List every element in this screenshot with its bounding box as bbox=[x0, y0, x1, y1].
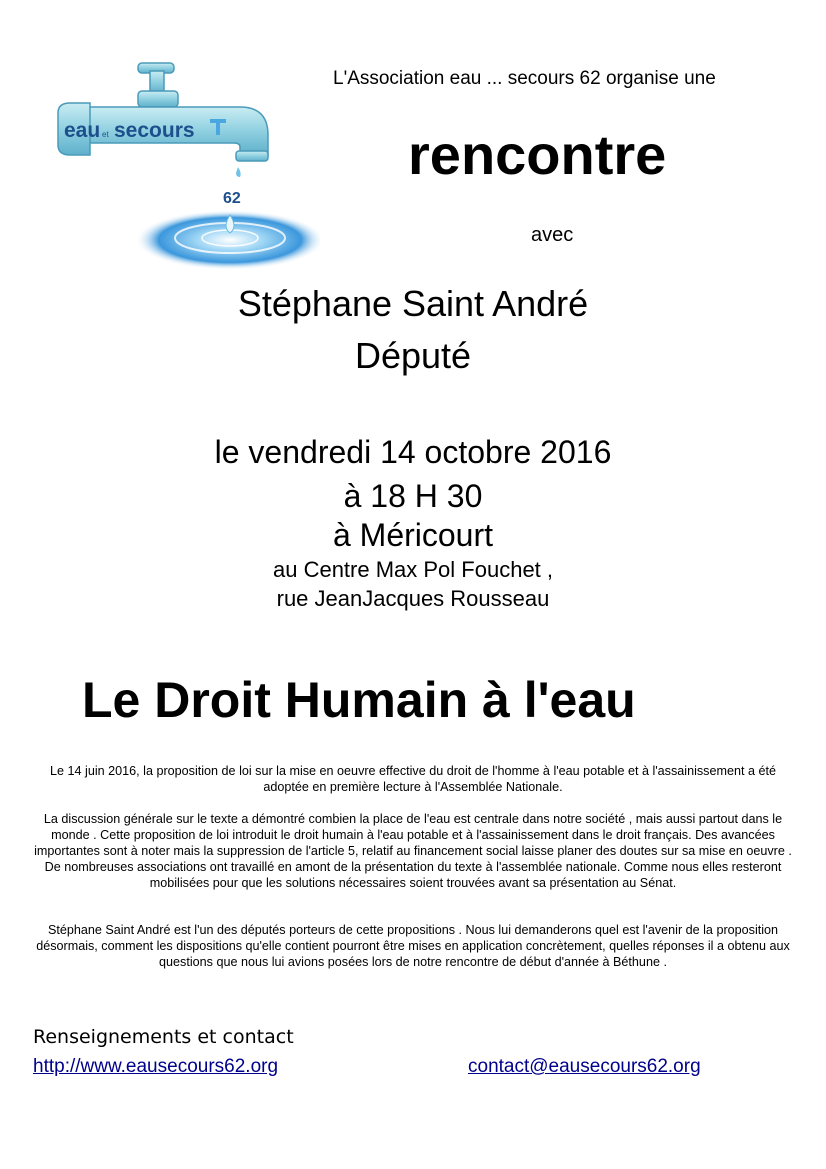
association-logo bbox=[50, 55, 320, 275]
email-link[interactable]: contact@eausecours62.org bbox=[468, 1056, 701, 1077]
intro-text: L'Association eau ... secours 62 organise une bbox=[333, 68, 716, 89]
speaker-name: Stéphane Saint André bbox=[237, 283, 589, 324]
speaker-role: Député bbox=[354, 335, 472, 376]
paragraph-speaker: Stéphane Saint André est l'un des députés porteurs de cette propositions . Nous lui demanderons quel est l'avenir de la proposition désormais, comment les dispositions qu'elle contient pourront être mises en application concrètement, quelles réponses il a obtenu aux questions que nous lui avions posées lors de notre rencontre de début d'année à Béthune . bbox=[36, 923, 790, 969]
logo-brand-small: et bbox=[102, 130, 109, 139]
event-type-title: rencontre bbox=[408, 123, 667, 186]
logo-number: 62 bbox=[223, 190, 241, 207]
event-date: le vendredi 14 octobre 2016 bbox=[214, 434, 612, 470]
contact-heading: Renseignements et contact bbox=[33, 1026, 294, 1048]
main-heading: Le Droit Humain à l'eau bbox=[82, 672, 636, 728]
event-street: rue JeanJacques Rousseau bbox=[276, 586, 550, 611]
website-link[interactable]: http://www.eausecours62.org bbox=[33, 1056, 279, 1077]
event-venue: au Centre Max Pol Fouchet , bbox=[272, 557, 554, 582]
svg-text:secours: secours bbox=[114, 119, 195, 142]
logo-brand-text: eau bbox=[64, 119, 101, 142]
event-city: à Méricourt bbox=[332, 517, 494, 553]
event-time: à 18 H 30 bbox=[343, 478, 483, 514]
water-tap-logo-icon bbox=[50, 55, 320, 275]
with-word: avec bbox=[531, 224, 574, 246]
paragraph-discussion: La discussion générale sur le texte a démontré combien la place de l'eau est centrale dans notre société , mais aussi partout dans le monde . Cette proposition de loi introduit le droit humain à l'eau potable et à l'assainissement dans le droit français. Des avancées importantes sont à noter mais la suppression de l'article 5, relatif au financement social laisse planer des doutes sur sa mise en oeuvre . De nombreuses associations ont travaillé en amont de la présentation du texte à l'assemblée nationale. Comme nous elles resteront mobilisées pour que les solutions nécessaires soient trouvées avant sa présentation au Sénat. bbox=[34, 812, 792, 890]
paragraph-adoption: Le 14 juin 2016, la proposition de loi sur la mise en oeuvre effective du droit de l'homme à l'eau potable et à l'assainissement a été adoptée en première lecture à l'Assemblée Nationale. bbox=[50, 764, 776, 794]
